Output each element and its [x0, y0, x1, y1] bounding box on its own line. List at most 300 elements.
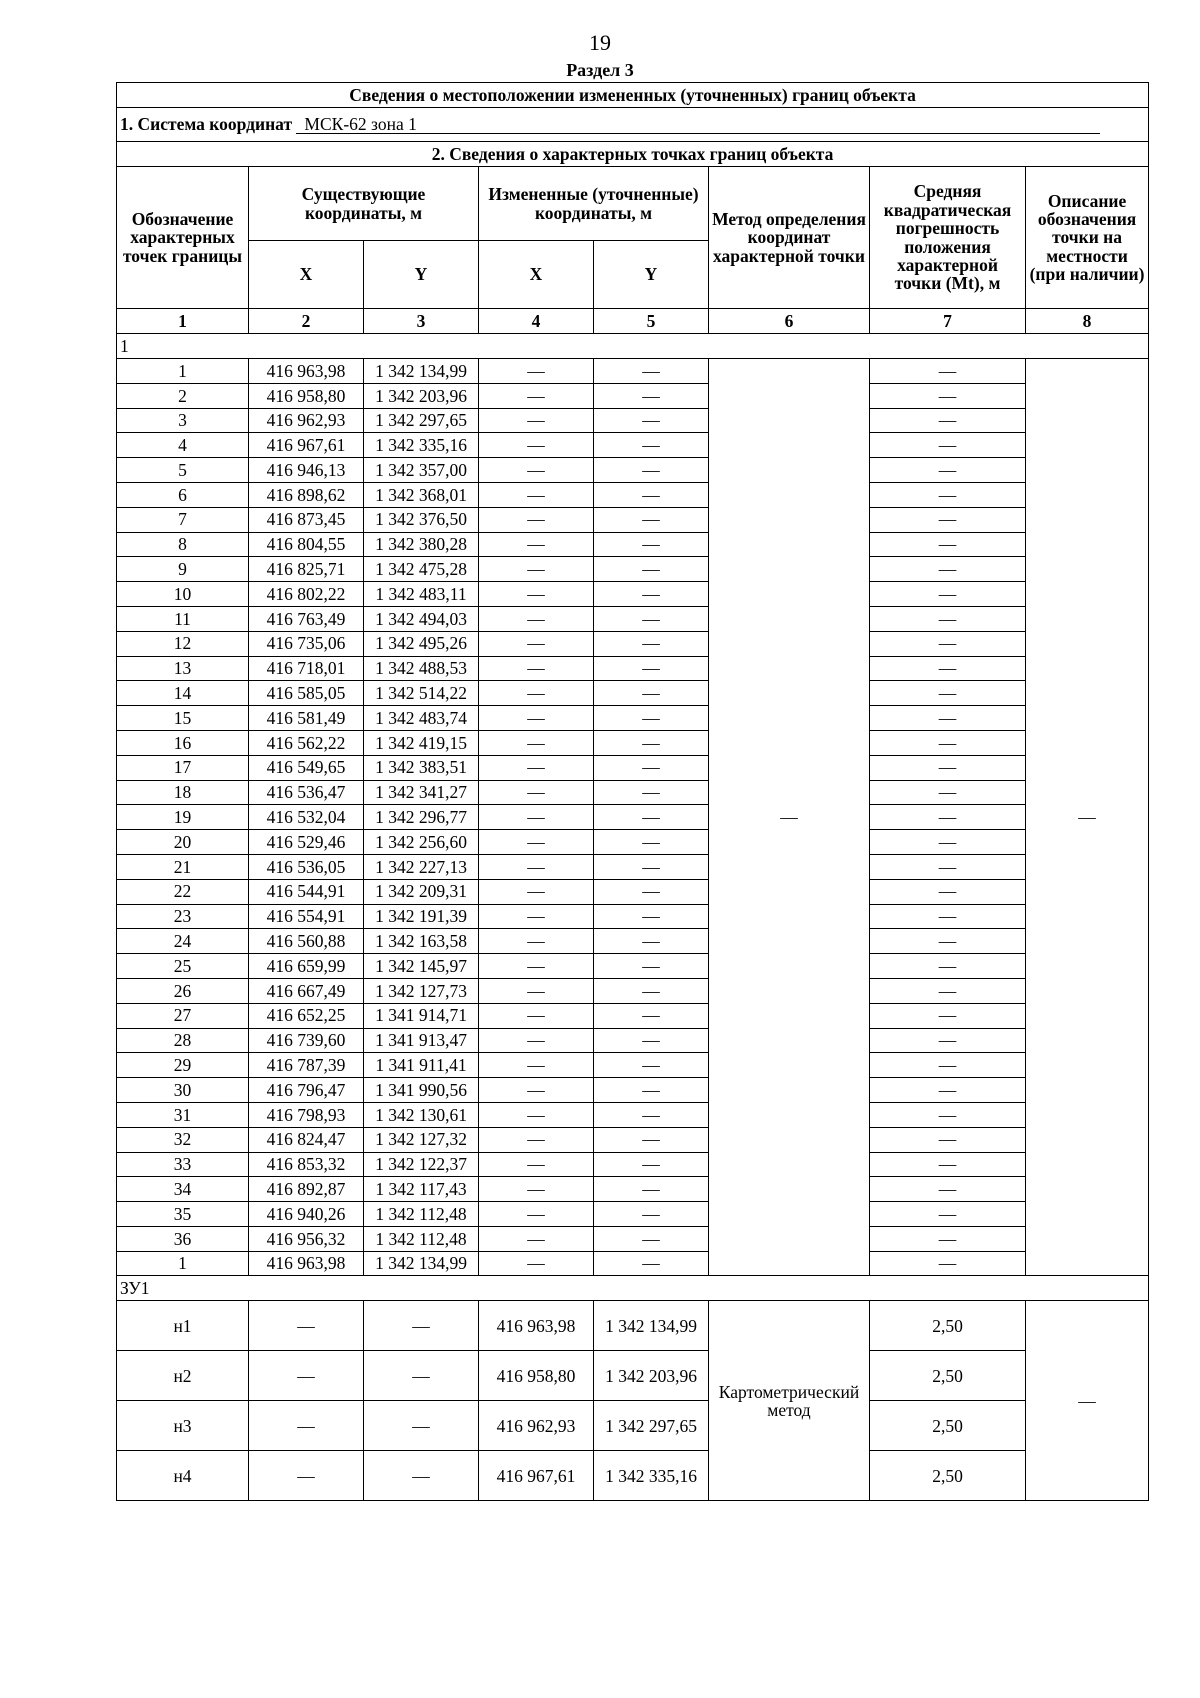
changed-x: — [479, 706, 594, 731]
existing-y: 1 342 209,31 [364, 879, 479, 904]
table-row [117, 408, 1149, 433]
existing-x: 416 873,45 [249, 507, 364, 532]
changed-x: — [479, 929, 594, 954]
col-number: 5 [594, 309, 709, 334]
column-numbers-row [117, 309, 1149, 334]
changed-y: — [594, 1053, 709, 1078]
mt-value: — [870, 1078, 1026, 1103]
existing-x: 416 667,49 [249, 978, 364, 1003]
changed-x: — [479, 805, 594, 830]
mt-value: — [870, 507, 1026, 532]
point-designation: 34 [117, 1177, 249, 1202]
changed-x: — [479, 1053, 594, 1078]
mt-value: — [870, 755, 1026, 780]
header-method: Метод определения координат характерной точки [709, 167, 870, 309]
point-designation: 32 [117, 1127, 249, 1152]
point-designation: 7 [117, 507, 249, 532]
mt-value: — [870, 805, 1026, 830]
existing-y: 1 342 514,22 [364, 681, 479, 706]
existing-y: 1 342 380,28 [364, 532, 479, 557]
changed-x: — [479, 730, 594, 755]
existing-y: 1 342 419,15 [364, 730, 479, 755]
group-label-row [117, 334, 1149, 359]
header-existing-y: Y [364, 241, 479, 309]
group-label: ЗУ1 [117, 1276, 1149, 1301]
existing-y: 1 342 475,28 [364, 557, 479, 582]
existing-y: 1 342 227,13 [364, 854, 479, 879]
point-designation: 29 [117, 1053, 249, 1078]
changed-y: — [594, 458, 709, 483]
existing-x: 416 940,26 [249, 1202, 364, 1227]
changed-x: — [479, 1152, 594, 1177]
changed-y: — [594, 557, 709, 582]
existing-y: 1 342 297,65 [364, 408, 479, 433]
changed-y: — [594, 954, 709, 979]
point-designation: 35 [117, 1202, 249, 1227]
table-row [117, 433, 1149, 458]
table-row [117, 1177, 1149, 1202]
changed-y: — [594, 383, 709, 408]
changed-y: 1 342 297,65 [594, 1401, 709, 1451]
existing-y: 1 341 914,71 [364, 1003, 479, 1028]
table-row [117, 383, 1149, 408]
point-designation: 1 [117, 359, 249, 384]
mt-value: — [870, 557, 1026, 582]
changed-y: — [594, 780, 709, 805]
group-label: 1 [117, 334, 1149, 359]
table-row [117, 854, 1149, 879]
mt-value: — [870, 408, 1026, 433]
changed-y: — [594, 359, 709, 384]
changed-y: — [594, 854, 709, 879]
changed-x: — [479, 631, 594, 656]
point-designation: н4 [117, 1451, 249, 1501]
changed-x: — [479, 383, 594, 408]
existing-x: 416 787,39 [249, 1053, 364, 1078]
header-error: Средняя квадратическая погрешность положения характерной точки (Mt), м [870, 167, 1026, 309]
existing-x: — [249, 1451, 364, 1501]
table-row [117, 954, 1149, 979]
col-number: 6 [709, 309, 870, 334]
point-designation: 18 [117, 780, 249, 805]
existing-x: 416 739,60 [249, 1028, 364, 1053]
existing-x: 416 824,47 [249, 1127, 364, 1152]
table-row [117, 1102, 1149, 1127]
description-cell: — [1026, 359, 1149, 1276]
existing-x: 416 718,01 [249, 656, 364, 681]
existing-y: 1 342 134,99 [364, 1251, 479, 1276]
table-row [117, 929, 1149, 954]
point-designation: 16 [117, 730, 249, 755]
changed-x: — [479, 656, 594, 681]
mt-value: — [870, 1028, 1026, 1053]
table-row [117, 1251, 1149, 1276]
changed-x: — [479, 482, 594, 507]
existing-y: 1 342 122,37 [364, 1152, 479, 1177]
existing-x: 416 798,93 [249, 1102, 364, 1127]
existing-y: 1 342 145,97 [364, 954, 479, 979]
point-designation: 25 [117, 954, 249, 979]
existing-x: 416 963,98 [249, 1251, 364, 1276]
table-row [117, 1028, 1149, 1053]
existing-x: 416 825,71 [249, 557, 364, 582]
changed-x: 416 963,98 [479, 1301, 594, 1351]
existing-x: 416 536,47 [249, 780, 364, 805]
changed-x: — [479, 1226, 594, 1251]
table-row [117, 904, 1149, 929]
table-row [117, 557, 1149, 582]
col-number: 1 [117, 309, 249, 334]
table-row [117, 532, 1149, 557]
existing-y: 1 342 495,26 [364, 631, 479, 656]
existing-y: — [364, 1351, 479, 1401]
mt-value: — [870, 532, 1026, 557]
changed-x: — [479, 1028, 594, 1053]
existing-y: 1 342 117,43 [364, 1177, 479, 1202]
existing-x: 416 804,55 [249, 532, 364, 557]
existing-x: 416 585,05 [249, 681, 364, 706]
changed-y: — [594, 1177, 709, 1202]
table-row [117, 755, 1149, 780]
mt-value: — [870, 929, 1026, 954]
changed-y: — [594, 730, 709, 755]
mt-value: — [870, 1152, 1026, 1177]
changed-x: — [479, 954, 594, 979]
mt-value: — [870, 656, 1026, 681]
mt-value: — [870, 1177, 1026, 1202]
mt-value: — [870, 1226, 1026, 1251]
table-row [117, 1152, 1149, 1177]
existing-x: 416 581,49 [249, 706, 364, 731]
existing-y: 1 341 990,56 [364, 1078, 479, 1103]
table-row [117, 1127, 1149, 1152]
changed-x: — [479, 458, 594, 483]
existing-x: — [249, 1351, 364, 1401]
existing-x: 416 898,62 [249, 482, 364, 507]
changed-x: — [479, 433, 594, 458]
point-designation: 3 [117, 408, 249, 433]
table-row [117, 1451, 1149, 1501]
changed-y: — [594, 582, 709, 607]
point-designation: 33 [117, 1152, 249, 1177]
mt-value: — [870, 854, 1026, 879]
changed-x: 416 958,80 [479, 1351, 594, 1401]
existing-y: 1 342 134,99 [364, 359, 479, 384]
mt-value: — [870, 433, 1026, 458]
boundary-points-table [116, 82, 1149, 1501]
point-designation: 19 [117, 805, 249, 830]
existing-x: — [249, 1401, 364, 1451]
mt-value: — [870, 606, 1026, 631]
changed-y: — [594, 978, 709, 1003]
coord-system-label: 1. Система координат [120, 113, 293, 134]
changed-y: — [594, 830, 709, 855]
existing-x: 416 536,05 [249, 854, 364, 879]
existing-y: 1 342 488,53 [364, 656, 479, 681]
mt-value: — [870, 904, 1026, 929]
points-heading: 2. Сведения о характерных точках границ объекта [117, 142, 1149, 167]
changed-x: — [479, 780, 594, 805]
table-row [117, 1226, 1149, 1251]
table-row [117, 482, 1149, 507]
existing-y: 1 342 368,01 [364, 482, 479, 507]
changed-x: — [479, 681, 594, 706]
changed-y: — [594, 656, 709, 681]
point-designation: 24 [117, 929, 249, 954]
changed-x: — [479, 532, 594, 557]
mt-value: — [870, 482, 1026, 507]
header-changed: Измененные (уточненные) координаты, м [479, 167, 709, 241]
mt-value: — [870, 1127, 1026, 1152]
changed-x: — [479, 1251, 594, 1276]
changed-x: 416 967,61 [479, 1451, 594, 1501]
point-designation: 26 [117, 978, 249, 1003]
mt-value: — [870, 383, 1026, 408]
existing-x: 416 529,46 [249, 830, 364, 855]
changed-x: — [479, 1177, 594, 1202]
table-row [117, 1202, 1149, 1227]
changed-y: 1 342 335,16 [594, 1451, 709, 1501]
changed-y: — [594, 879, 709, 904]
point-designation: 27 [117, 1003, 249, 1028]
existing-y: 1 342 127,73 [364, 978, 479, 1003]
coord-system-value: МСК-62 зона 1 [296, 115, 1100, 134]
mt-value: 2,50 [870, 1451, 1026, 1501]
col-number: 3 [364, 309, 479, 334]
changed-y: — [594, 433, 709, 458]
table-row [117, 1351, 1149, 1401]
header-existing: Существующие координаты, м [249, 167, 479, 241]
point-designation: 21 [117, 854, 249, 879]
point-designation: 15 [117, 706, 249, 731]
changed-x: — [479, 1078, 594, 1103]
changed-y: 1 342 203,96 [594, 1351, 709, 1401]
changed-y: — [594, 755, 709, 780]
existing-y: 1 342 357,00 [364, 458, 479, 483]
existing-x: 416 956,32 [249, 1226, 364, 1251]
changed-y: — [594, 482, 709, 507]
existing-x: 416 796,47 [249, 1078, 364, 1103]
mt-value: 2,50 [870, 1401, 1026, 1451]
method-cell: Картометрический метод [709, 1301, 870, 1501]
existing-y: 1 342 483,11 [364, 582, 479, 607]
mt-value: — [870, 879, 1026, 904]
changed-y: — [594, 1078, 709, 1103]
existing-x: 416 853,32 [249, 1152, 364, 1177]
point-designation: 22 [117, 879, 249, 904]
table-row [117, 359, 1149, 384]
existing-x: 416 958,80 [249, 383, 364, 408]
page-number: 19 [589, 30, 611, 55]
changed-x: — [479, 507, 594, 532]
table-row [117, 1301, 1149, 1351]
mt-value: 2,50 [870, 1351, 1026, 1401]
existing-x: 416 802,22 [249, 582, 364, 607]
point-designation: 13 [117, 656, 249, 681]
existing-y: — [364, 1301, 479, 1351]
point-designation: 11 [117, 606, 249, 631]
section-title: Раздел 3 [566, 60, 634, 80]
existing-y: 1 342 256,60 [364, 830, 479, 855]
mt-value: — [870, 730, 1026, 755]
section-heading: Сведения о местоположении измененных (уточненных) границ объекта [117, 83, 1149, 108]
existing-x: 416 892,87 [249, 1177, 364, 1202]
mt-value: — [870, 1202, 1026, 1227]
col-number: 8 [1026, 309, 1149, 334]
point-designation: 5 [117, 458, 249, 483]
mt-value: — [870, 1251, 1026, 1276]
changed-y: — [594, 1003, 709, 1028]
point-designation: 36 [117, 1226, 249, 1251]
changed-y: — [594, 1251, 709, 1276]
existing-y: 1 342 163,58 [364, 929, 479, 954]
changed-y: — [594, 1028, 709, 1053]
point-designation: 8 [117, 532, 249, 557]
changed-y: — [594, 631, 709, 656]
mt-value: — [870, 780, 1026, 805]
changed-y: 1 342 134,99 [594, 1301, 709, 1351]
mt-value: — [870, 830, 1026, 855]
table-row [117, 656, 1149, 681]
header-changed-x: X [479, 241, 594, 309]
changed-y: — [594, 929, 709, 954]
existing-x: 416 652,25 [249, 1003, 364, 1028]
changed-y: — [594, 805, 709, 830]
existing-y: 1 342 483,74 [364, 706, 479, 731]
changed-x: — [479, 557, 594, 582]
table-row [117, 1078, 1149, 1103]
point-designation: 28 [117, 1028, 249, 1053]
changed-y: — [594, 1202, 709, 1227]
existing-x: 416 560,88 [249, 929, 364, 954]
existing-y: 1 342 127,32 [364, 1127, 479, 1152]
changed-y: — [594, 507, 709, 532]
existing-y: 1 342 296,77 [364, 805, 479, 830]
existing-x: 416 967,61 [249, 433, 364, 458]
point-designation: 12 [117, 631, 249, 656]
existing-x: 416 946,13 [249, 458, 364, 483]
point-designation: 10 [117, 582, 249, 607]
mt-value: — [870, 954, 1026, 979]
existing-y: 1 342 341,27 [364, 780, 479, 805]
changed-x: — [479, 830, 594, 855]
group-label-row [117, 1276, 1149, 1301]
changed-x: 416 962,93 [479, 1401, 594, 1451]
changed-y: — [594, 1226, 709, 1251]
mt-value: 2,50 [870, 1301, 1026, 1351]
header-changed-y: Y [594, 241, 709, 309]
table-row [117, 681, 1149, 706]
point-designation: 20 [117, 830, 249, 855]
table-row [117, 1053, 1149, 1078]
header-existing-x: X [249, 241, 364, 309]
mt-value: — [870, 631, 1026, 656]
changed-y: — [594, 408, 709, 433]
table-row [117, 1401, 1149, 1451]
table-row [117, 631, 1149, 656]
existing-x: 416 763,49 [249, 606, 364, 631]
existing-x: 416 963,98 [249, 359, 364, 384]
point-designation: 23 [117, 904, 249, 929]
table-row [117, 706, 1149, 731]
changed-x: — [479, 1202, 594, 1227]
existing-x: 416 554,91 [249, 904, 364, 929]
point-designation: 2 [117, 383, 249, 408]
mt-value: — [870, 706, 1026, 731]
point-designation: 31 [117, 1102, 249, 1127]
mt-value: — [870, 458, 1026, 483]
existing-x: 416 735,06 [249, 631, 364, 656]
mt-value: — [870, 359, 1026, 384]
mt-value: — [870, 582, 1026, 607]
col-number: 2 [249, 309, 364, 334]
changed-y: — [594, 681, 709, 706]
point-designation: 30 [117, 1078, 249, 1103]
changed-x: — [479, 1003, 594, 1028]
changed-x: — [479, 1127, 594, 1152]
changed-y: — [594, 1127, 709, 1152]
changed-x: — [479, 1102, 594, 1127]
changed-y: — [594, 1152, 709, 1177]
existing-y: 1 341 911,41 [364, 1053, 479, 1078]
existing-x: 416 659,99 [249, 954, 364, 979]
table-row [117, 1003, 1149, 1028]
header-designation: Обозначение характерных точек границы [117, 167, 249, 309]
point-designation: 17 [117, 755, 249, 780]
existing-y: 1 341 913,47 [364, 1028, 479, 1053]
point-designation: 1 [117, 1251, 249, 1276]
changed-x: — [479, 879, 594, 904]
existing-y: 1 342 130,61 [364, 1102, 479, 1127]
changed-x: — [479, 904, 594, 929]
table-row [117, 780, 1149, 805]
point-designation: н1 [117, 1301, 249, 1351]
point-designation: 6 [117, 482, 249, 507]
point-designation: 9 [117, 557, 249, 582]
existing-y: — [364, 1401, 479, 1451]
changed-y: — [594, 1102, 709, 1127]
mt-value: — [870, 978, 1026, 1003]
existing-y: 1 342 112,48 [364, 1226, 479, 1251]
table-row [117, 582, 1149, 607]
existing-y: 1 342 191,39 [364, 904, 479, 929]
table-row [117, 458, 1149, 483]
col-number: 7 [870, 309, 1026, 334]
table-row [117, 805, 1149, 830]
mt-value: — [870, 1053, 1026, 1078]
mt-value: — [870, 1102, 1026, 1127]
table-row [117, 830, 1149, 855]
method-cell: — [709, 359, 870, 1276]
existing-y: 1 342 335,16 [364, 433, 479, 458]
mt-value: — [870, 1003, 1026, 1028]
changed-x: — [479, 755, 594, 780]
existing-y: 1 342 203,96 [364, 383, 479, 408]
existing-y: 1 342 383,51 [364, 755, 479, 780]
changed-x: — [479, 606, 594, 631]
point-designation: н2 [117, 1351, 249, 1401]
table-row [117, 606, 1149, 631]
table-row [117, 730, 1149, 755]
table-row [117, 507, 1149, 532]
mt-value: — [870, 681, 1026, 706]
existing-x: 416 962,93 [249, 408, 364, 433]
existing-x: 416 532,04 [249, 805, 364, 830]
existing-x: 416 562,22 [249, 730, 364, 755]
changed-x: — [479, 408, 594, 433]
point-designation: 4 [117, 433, 249, 458]
col-number: 4 [479, 309, 594, 334]
